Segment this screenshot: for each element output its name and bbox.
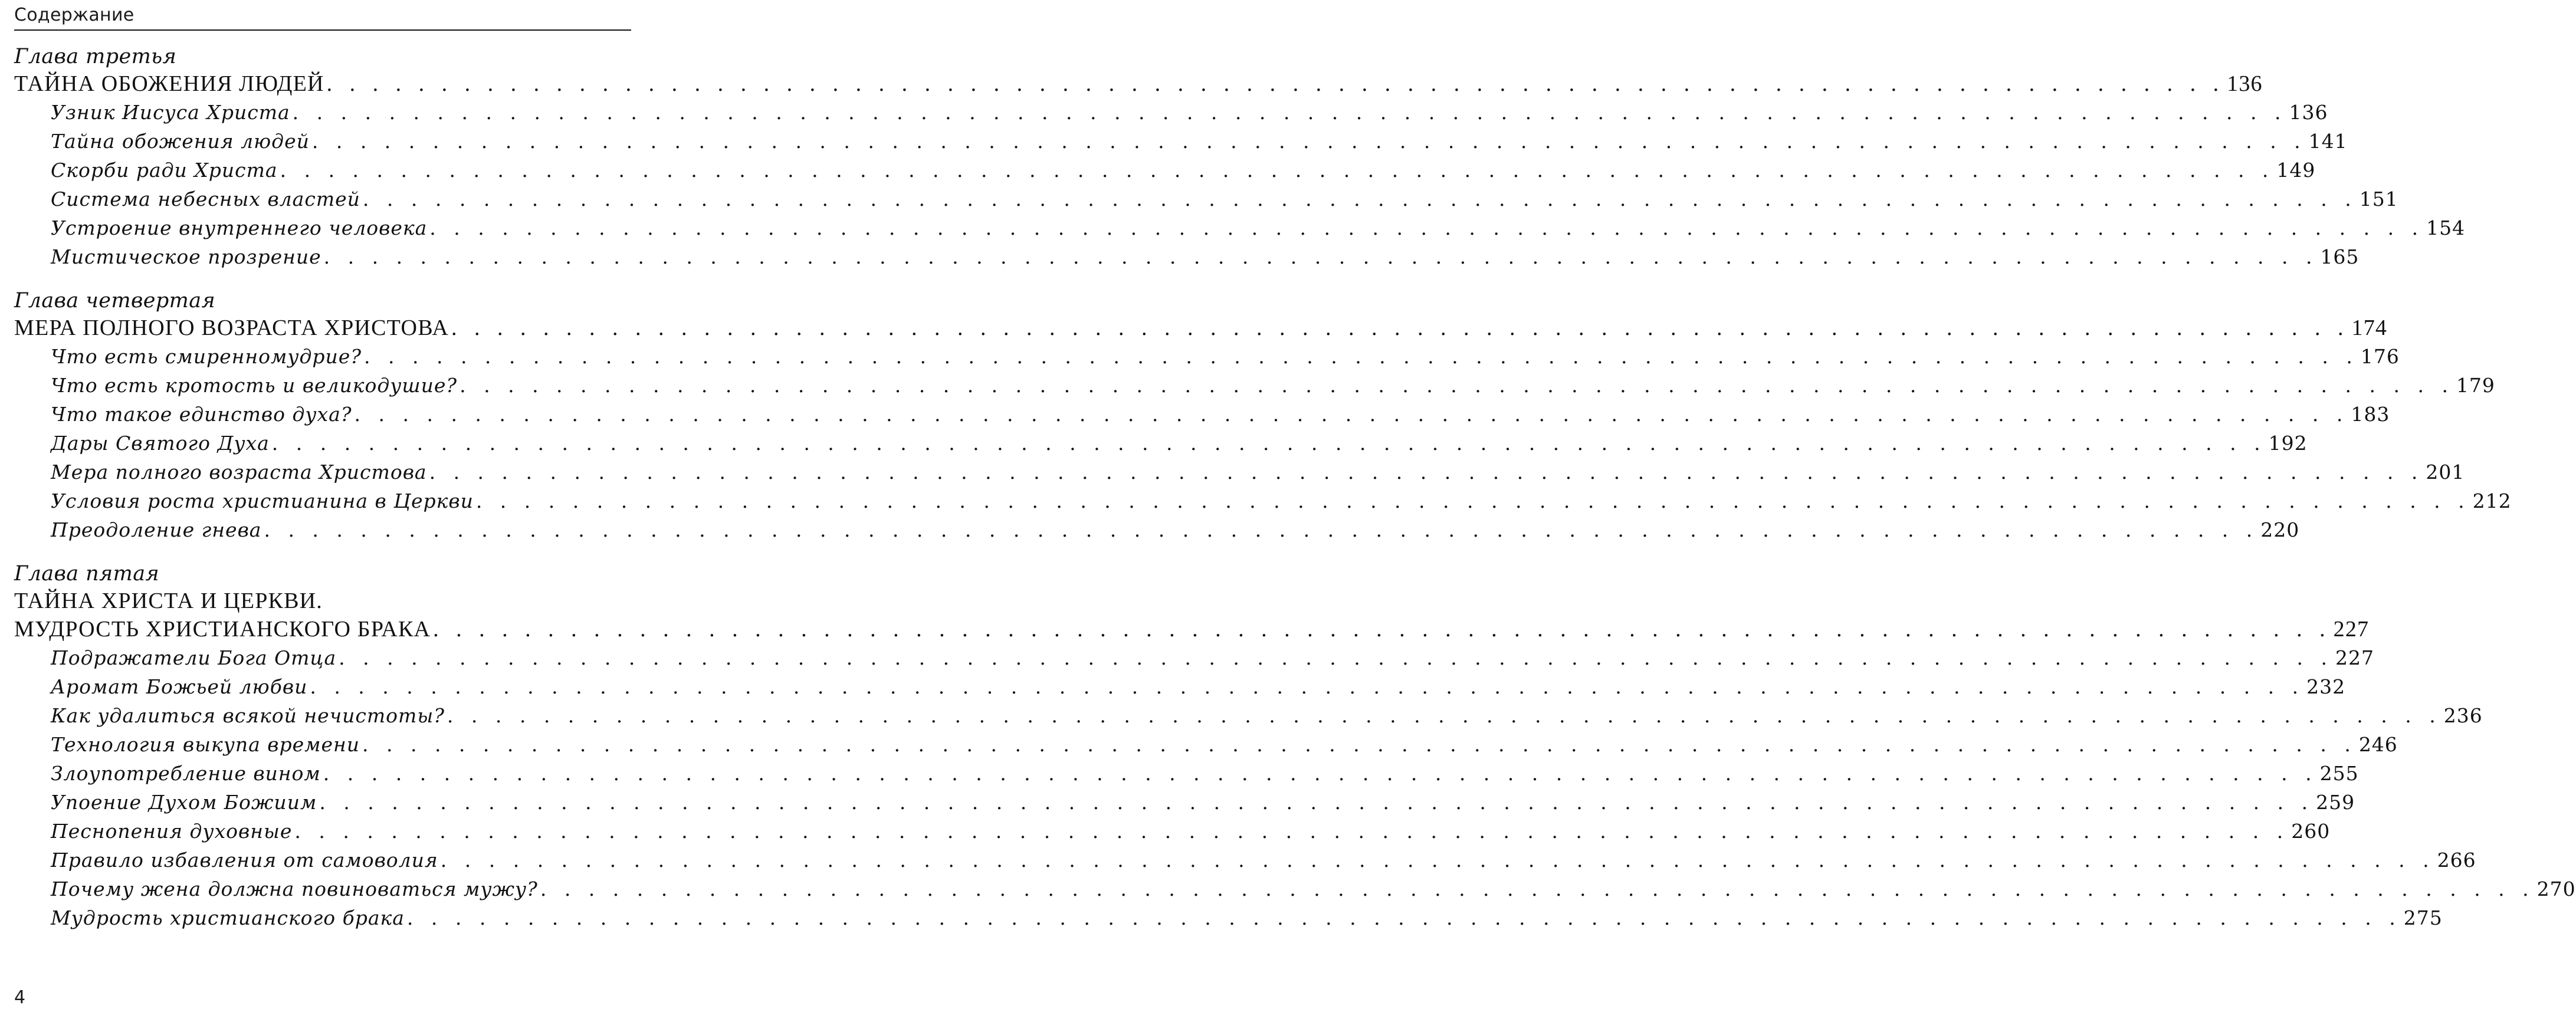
toc-entry[interactable]: [14, 846, 2476, 875]
leader-dots: . . . . . . . . . . . . . . . . . . . . . . . . . . . . . . . . . . . . . . . . . . . . . . . . . . . . . . . . . . . . . . . . . . . . . . . . . . . . . . . . . . .: [460, 374, 2454, 397]
toc-entry-page: 212: [2472, 489, 2512, 512]
leader-dots: . . . . . . . . . . . . . . . . . . . . . . . . . . . . . . . . . . . . . . . . . . . . . . . . . . . . . . . . . . . . . . . . . . . . . . . . . . . . . . . . . . .: [264, 518, 2259, 541]
table-of-contents: [14, 44, 2576, 949]
leader-dots: . . . . . . . . . . . . . . . . . . . . . . . . . . . . . . . . . . . . . . . . . . . . . . . . . . . . . . . . . . . . . . . . . . . . . . . . . . . . . . . . . . .: [271, 432, 2266, 455]
toc-entry-page: 165: [2320, 245, 2360, 268]
toc-entry[interactable]: [14, 213, 2466, 242]
toc-entry-title[interactable]: Что есть кротость и великодушие?: [51, 374, 458, 397]
toc-entry-page: 275: [2403, 906, 2443, 929]
toc-entry-title[interactable]: Правило избавления от самоволия: [51, 849, 438, 872]
toc-entry-title[interactable]: Аромат Божьей любви: [51, 675, 308, 698]
toc-entry-title[interactable]: Что такое единство духа?: [51, 403, 352, 426]
toc-entry-page: 232: [2306, 675, 2346, 698]
toc-entry-title[interactable]: Подражатели Бога Отца: [51, 646, 337, 669]
toc-entry-title[interactable]: Система небесных властей: [51, 188, 360, 211]
toc-entry[interactable]: [14, 701, 2483, 730]
toc-entry[interactable]: [14, 515, 2300, 544]
leader-dots: . . . . . . . . . . . . . . . . . . . . . . . . . . . . . . . . . . . . . . . . . . . . . . . . . . . . . . . . . . . . . . . . . . . . . . . . . . . . . . . . . . .: [440, 849, 2435, 872]
toc-entry[interactable]: [14, 127, 2348, 156]
toc-entry-title[interactable]: Скорби ради Христа: [51, 159, 278, 182]
chapter-title[interactable]: ТАЙНА ОБОЖЕНИЯ ЛЮДЕЙ: [14, 71, 324, 96]
toc-entry-title[interactable]: Технология выкупа времени: [51, 733, 360, 756]
toc-entry-title[interactable]: Мистическое прозрение: [51, 245, 321, 268]
toc-entry-title[interactable]: Преодоление гнева: [51, 518, 262, 541]
page-number: 4: [14, 987, 26, 1008]
toc-entry-page: 136: [2289, 101, 2328, 124]
chapter-label: Глава пятая: [14, 562, 160, 586]
leader-dots: . . . . . . . . . . . . . . . . . . . . . . . . . . . . . . . . . . . . . . . . . . . . . . . . . . . . . . . . . . . . . . . . . . . . . . . . . . . . . . . . . . .: [280, 159, 2275, 182]
chapter-label: Глава третья: [14, 45, 177, 68]
running-head: Содержание: [14, 5, 134, 25]
toc-entry-page: 179: [2456, 374, 2495, 397]
leader-dots: . . . . . . . . . . . . . . . . . . . . . . . . . . . . . . . . . . . . . . . . . . . . . . . . . . . . . . . . . . . . . . . . . . . . . . . . . . . . . . . . . . .: [433, 617, 2331, 642]
toc-entry-page: 201: [2426, 461, 2465, 484]
leader-dots: . . . . . . . . . . . . . . . . . . . . . . . . . . . . . . . . . . . . . . . . . . . . . . . . . . . . . . . . . . . . . . . . . . . . . . . . . . . . . . . . . . .: [475, 489, 2470, 512]
chapter-title-line[interactable]: ТАЙНА ХРИСТА И ЦЕРКВИ.: [14, 589, 323, 613]
toc-entry[interactable]: [14, 643, 2374, 672]
toc-entry-page: 259: [2316, 791, 2355, 814]
chapter-title[interactable]: МУДРОСТЬ ХРИСТИАНСКОГО БРАКА: [14, 617, 431, 642]
leader-dots: . . . . . . . . . . . . . . . . . . . . . . . . . . . . . . . . . . . . . . . . . . . . . . . . . . . . . . . . . . . . . . . . . . . . . . . . . . . . . . . . . . .: [354, 403, 2349, 426]
leader-dots: . . . . . . . . . . . . . . . . . . . . . . . . . . . . . . . . . . . . . . . . . . . . . . . . . . . . . . . . . . . . . . . . . . . . . . . . . . . . . . . . . . .: [323, 245, 2318, 268]
leader-dots: . . . . . . . . . . . . . . . . . . . . . . . . . . . . . . . . . . . . . . . . . . . . . . . . . . . . . . . . . . . . . . . . . . . . . . . . . . . . . . . . . . .: [319, 791, 2314, 814]
chapter-title-row[interactable]: [14, 70, 2263, 98]
chapter-title[interactable]: МЕРА ПОЛНОГО ВОЗРАСТА ХРИСТОВА: [14, 315, 449, 340]
toc-entry-page: 183: [2351, 403, 2390, 426]
toc-entry-title[interactable]: Как удалиться всякой нечистоты?: [51, 704, 445, 727]
chapter-label: Глава четвертая: [14, 289, 216, 313]
toc-entry[interactable]: [14, 788, 2355, 817]
toc-entry-page: 266: [2437, 849, 2476, 872]
toc-entry-title[interactable]: Злоупотребление вином: [51, 762, 321, 785]
toc-entry[interactable]: [14, 730, 2398, 759]
leader-dots: . . . . . . . . . . . . . . . . . . . . . . . . . . . . . . . . . . . . . . . . . . . . . . . . . . . . . . . . . . . . . . . . . . . . . . . . . . . . . . . . . . .: [339, 646, 2333, 669]
leader-dots: . . . . . . . . . . . . . . . . . . . . . . . . . . . . . . . . . . . . . . . . . . . . . . . . . . . . . . . . . . . . . . . . . . . . . . . . . . . . . . . . . . .: [406, 906, 2401, 929]
toc-entry-title[interactable]: Что есть смиренномудрие?: [51, 345, 362, 368]
leader-dots: . . . . . . . . . . . . . . . . . . . . . . . . . . . . . . . . . . . . . . . . . . . . . . . . . . . . . . . . . . . . . . . . . . . . . . . . . . . . . . . . . . .: [364, 345, 2358, 368]
toc-entry-page: 149: [2276, 159, 2316, 182]
toc-entry-title[interactable]: Песнопения духовные: [51, 820, 293, 843]
toc-entry-page: 255: [2319, 762, 2359, 785]
toc-entry-title[interactable]: Мудрость христианского брака: [51, 906, 405, 929]
toc-entry-page: 154: [2426, 216, 2466, 239]
chapter-page-number: 227: [2333, 617, 2370, 642]
leader-dots: . . . . . . . . . . . . . . . . . . . . . . . . . . . . . . . . . . . . . . . . . . . . . . . . . . . . . . . . . . . . . . . . . . . . . . . . . . . . . . . . . . .: [326, 71, 2225, 96]
chapter-title-row[interactable]: [14, 314, 2388, 342]
toc-entry[interactable]: [14, 185, 2398, 213]
toc-entry[interactable]: [14, 156, 2316, 185]
toc-entry-page: 227: [2335, 646, 2374, 669]
leader-dots: . . . . . . . . . . . . . . . . . . . . . . . . . . . . . . . . . . . . . . . . . . . . . . . . . . . . . . . . . . . . . . . . . . . . . . . . . . . . . . . . . . .: [310, 675, 2305, 698]
toc-entry[interactable]: [14, 487, 2512, 515]
leader-dots: . . . . . . . . . . . . . . . . . . . . . . . . . . . . . . . . . . . . . . . . . . . . . . . . . . . . . . . . . . . . . . . . . . . . . . . . . . . . . . . . . . .: [429, 461, 2424, 484]
toc-entry-title[interactable]: Устроение внутреннего человека: [51, 216, 428, 239]
toc-entry[interactable]: [14, 242, 2360, 271]
leader-dots: . . . . . . . . . . . . . . . . . . . . . . . . . . . . . . . . . . . . . . . . . . . . . . . . . . . . . . . . . . . . . . . . . . . . . . . . . . . . . . . . . . .: [362, 733, 2357, 756]
toc-entry-page: 151: [2359, 188, 2398, 211]
chapter-title-row[interactable]: [14, 615, 2370, 643]
toc-entry-page: 270: [2536, 877, 2576, 900]
toc-entry[interactable]: [14, 429, 2308, 458]
toc-entry-page: 192: [2268, 432, 2308, 455]
toc-entry-title[interactable]: Почему жена должна повиноваться мужу?: [51, 877, 538, 900]
toc-entry-page: 220: [2260, 518, 2300, 541]
toc-entry-title[interactable]: Мера полного возраста Христова: [51, 461, 427, 484]
toc-entry-page: 236: [2443, 704, 2483, 727]
toc-entry-page: 176: [2360, 345, 2400, 368]
leader-dots: . . . . . . . . . . . . . . . . . . . . . . . . . . . . . . . . . . . . . . . . . . . . . . . . . . . . . . . . . . . . . . . . . . . . . . . . . . . . . . . . . . .: [447, 704, 2442, 727]
toc-entry[interactable]: [14, 400, 2390, 429]
toc-entry[interactable]: [14, 458, 2465, 487]
leader-dots: . . . . . . . . . . . . . . . . . . . . . . . . . . . . . . . . . . . . . . . . . . . . . . . . . . . . . . . . . . . . . . . . . . . . . . . . . . . . . . . . . . .: [292, 101, 2287, 124]
toc-entry-title[interactable]: Узник Иисуса Христа: [51, 101, 290, 124]
leader-dots: . . . . . . . . . . . . . . . . . . . . . . . . . . . . . . . . . . . . . . . . . . . . . . . . . . . . . . . . . . . . . . . . . . . . . . . . . . . . . . . . . . .: [540, 877, 2535, 900]
toc-entry-page: 260: [2291, 820, 2331, 843]
toc-entry[interactable]: [14, 759, 2359, 788]
toc-entry[interactable]: [14, 672, 2346, 701]
header-rule: [14, 29, 631, 31]
toc-entry[interactable]: [14, 875, 2576, 903]
toc-entry-page: 246: [2358, 733, 2398, 756]
chapter-section: [14, 288, 2512, 544]
leader-dots: . . . . . . . . . . . . . . . . . . . . . . . . . . . . . . . . . . . . . . . . . . . . . . . . . . . . . . . . . . . . . . . . . . . . . . . . . . . . . . . . . . .: [362, 188, 2357, 211]
toc-entry-page: 141: [2308, 130, 2348, 153]
toc-entry-title[interactable]: Условия роста христианина в Церкви: [51, 489, 474, 512]
leader-dots: . . . . . . . . . . . . . . . . . . . . . . . . . . . . . . . . . . . . . . . . . . . . . . . . . . . . . . . . . . . . . . . . . . . . . . . . . . . . . . . . . . .: [429, 216, 2424, 239]
toc-entry-title[interactable]: Упоение Духом Божиим: [51, 791, 317, 814]
chapter-page-number: 136: [2227, 71, 2263, 96]
toc-entry[interactable]: [14, 342, 2400, 371]
leader-dots: . . . . . . . . . . . . . . . . . . . . . . . . . . . . . . . . . . . . . . . . . . . . . . . . . . . . . . . . . . . . . . . . . . . . . . . . . . . . . . . . . . .: [311, 130, 2306, 153]
chapter-section: [14, 44, 2466, 271]
toc-entry[interactable]: [14, 903, 2443, 932]
toc-entry[interactable]: [14, 817, 2331, 846]
toc-entry[interactable]: [14, 98, 2328, 127]
leader-dots: . . . . . . . . . . . . . . . . . . . . . . . . . . . . . . . . . . . . . . . . . . . . . . . . . . . . . . . . . . . . . . . . . . . . . . . . . . . . . . . . . . .: [451, 315, 2349, 340]
toc-entry-title[interactable]: Дары Святого Духа: [51, 432, 270, 455]
chapter-section: [14, 561, 2576, 932]
toc-entry-title[interactable]: Тайна обожения людей: [51, 130, 310, 153]
leader-dots: . . . . . . . . . . . . . . . . . . . . . . . . . . . . . . . . . . . . . . . . . . . . . . . . . . . . . . . . . . . . . . . . . . . . . . . . . . . . . . . . . . .: [294, 820, 2289, 843]
leader-dots: . . . . . . . . . . . . . . . . . . . . . . . . . . . . . . . . . . . . . . . . . . . . . . . . . . . . . . . . . . . . . . . . . . . . . . . . . . . . . . . . . . .: [323, 762, 2318, 785]
chapter-page-number: 174: [2351, 315, 2388, 340]
toc-entry[interactable]: [14, 371, 2495, 400]
